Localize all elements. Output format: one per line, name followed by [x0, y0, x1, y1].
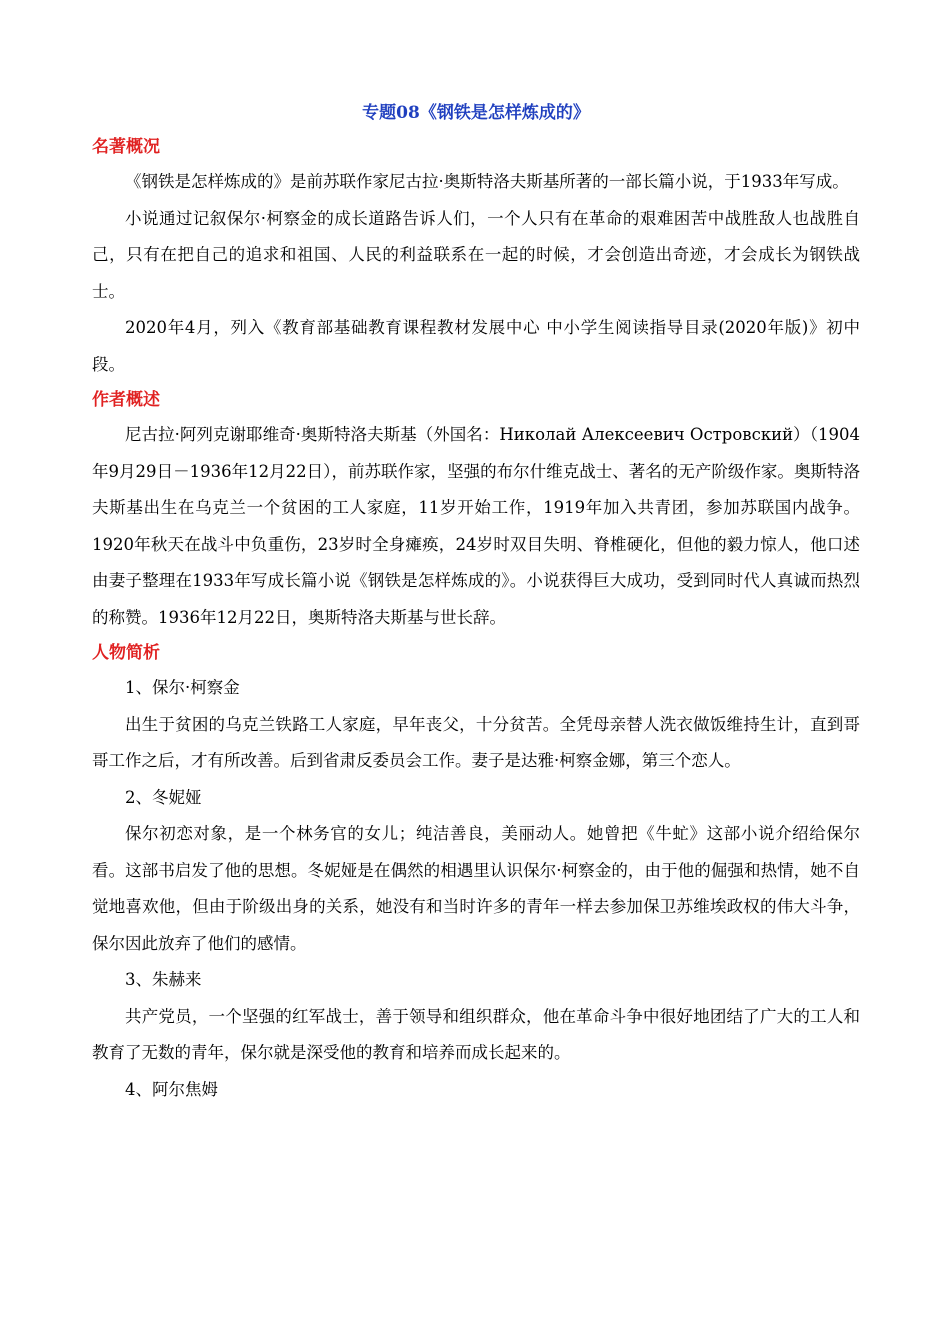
character-name-tonya: 2、冬妮娅: [125, 787, 202, 807]
character-desc-pavel: 出生于贫困的乌克兰铁路工人家庭，早年丧父，十分贫苦。全凭母亲替人洗衣做饭维持生计，直到哥哥工作之后，才有所改善。后到省肃反委员会工作。妻子是达雅·柯察金娜，第三个恋人。: [92, 714, 860, 770]
character-desc-zhukhrai: 共产党员，一个坚强的红军战士，善于领导和组织群众，他在革命斗争中很好地团结了广大的工人和教育了无数的青年，保尔就是深受他的教育和培养而成长起来的。: [92, 1006, 860, 1062]
character-name-artyom: 4、阿尔焦姆: [125, 1079, 218, 1099]
author-paragraph: 尼古拉·阿列克谢耶维奇·奥斯特洛夫斯基（外国名：Николай Алексеевич Островский）（1904年9月29日－1936年12月22日），前苏联作家，坚强的布尔什维克战士、著名的无产阶级作家。奥斯特洛夫斯基出生在乌克兰一个贫困的工人家庭，11岁开始工作，1919年加入共青团，参加苏联国内战争。1920年秋天在战斗中负重伤，23岁时全身瘫痪，24岁时双目失明、脊椎硬化，但他的毅力惊人，他口述由妻子整理在1933年写成长篇小说《钢铁是怎样炼成的》。小说获得巨大成功，受到同时代人真诚而热烈的称赞。1936年12月22日，奥斯特洛夫斯基与世长辞。: [92, 425, 860, 627]
section-heading-author: 作者概述: [92, 390, 160, 410]
section-heading-characters: 人物简析: [92, 643, 160, 663]
character-desc-tonya: 保尔初恋对象，是一个林务官的女儿；纯洁善良，美丽动人。她曾把《牛虻》这部小说介绍给保尔看。这部书启发了他的思想。冬妮娅是在偶然的相遇里认识保尔·柯察金的，由于他的倔强和热情，她不自觉地喜欢他，但由于阶级出身的关系，她没有和当时许多的青年一样去参加保卫苏维埃政权的伟大斗争，保尔因此放弃了他们的感情。: [92, 824, 860, 953]
overview-paragraph-3: 2020年4月，列入《教育部基础教育课程教材发展中心 中小学生阅读指导目录(2020年版)》初中段。: [92, 318, 860, 374]
document-title: 专题08《钢铁是怎样炼成的》: [362, 103, 590, 123]
overview-paragraph-2: 小说通过记叙保尔·柯察金的成长道路告诉人们，一个人只有在革命的艰难困苦中战胜敌人也战胜自己，只有在把自己的追求和祖国、人民的利益联系在一起的时候，才会创造出奇迹，才会成长为钢铁战士。: [92, 208, 860, 301]
overview-paragraph-1: 《钢铁是怎样炼成的》是前苏联作家尼古拉·奥斯特洛夫斯基所著的一部长篇小说，于1933年写成。: [125, 172, 849, 191]
character-name-zhukhrai: 3、朱赫来: [125, 970, 202, 989]
document-page: [92, 96, 860, 1108]
character-name-pavel: 1、保尔·柯察金: [125, 678, 240, 697]
section-heading-overview: 名著概况: [92, 137, 160, 157]
